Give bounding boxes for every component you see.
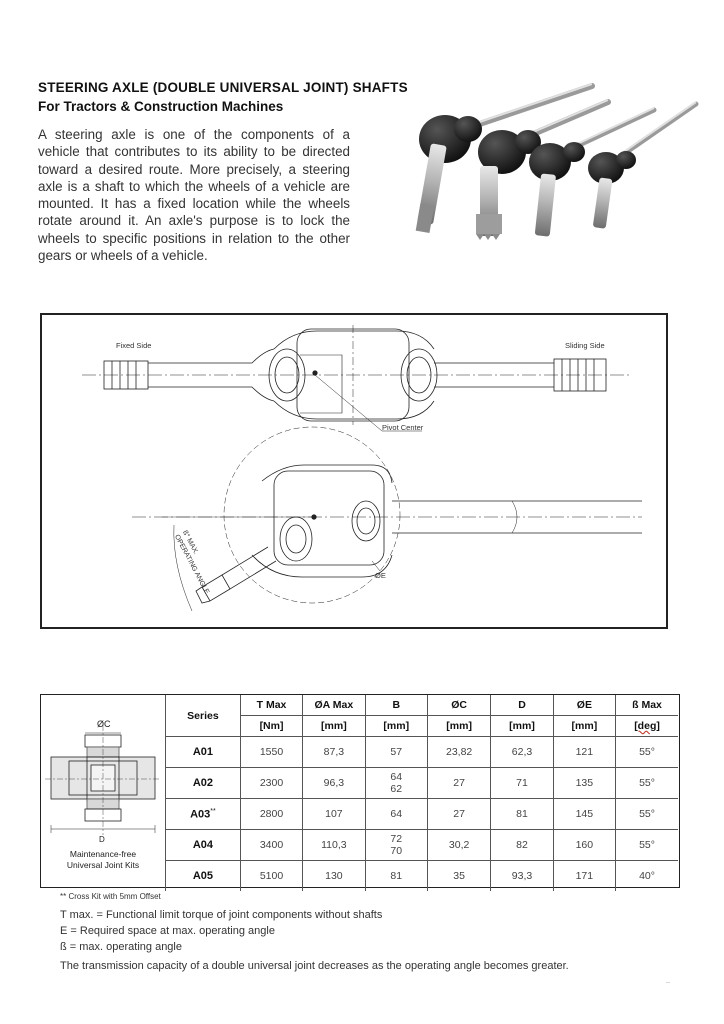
notes-section: [60, 892, 680, 972]
table-cell: 40°: [616, 861, 678, 892]
e-dimension-label: ØE: [375, 571, 386, 580]
footnote: ** Cross Kit with 5mm Offset: [60, 892, 161, 901]
table-cell: 121: [553, 737, 615, 768]
table-cell: 2800: [240, 799, 302, 830]
joint-kit-drawing: [41, 695, 165, 845]
table-cell: 23,82: [427, 737, 490, 768]
series-value: A04: [192, 839, 214, 851]
col-unit: [mm]: [491, 716, 553, 737]
series-value: A01: [192, 746, 214, 758]
series-value: A05: [192, 870, 214, 882]
table-cell: 81: [365, 861, 427, 892]
series-cell: [166, 737, 241, 768]
table-row: [166, 861, 679, 892]
drawing-lines: [42, 315, 666, 627]
table-cell: [365, 830, 427, 861]
series-cell: [166, 799, 241, 830]
note-beta: ß = max. operating angle: [60, 941, 182, 953]
col-header: B: [365, 695, 427, 716]
table-cell: 110,3: [303, 830, 365, 861]
col-unit: [mm]: [303, 716, 365, 737]
operating-angle-label: ß° MAX. OPERATING ANGLE: [172, 529, 211, 596]
table-cell: 55°: [616, 737, 678, 768]
col-header: ØE: [553, 695, 615, 716]
spec-table: [165, 695, 678, 891]
table-cell: 64: [365, 799, 427, 830]
note-capacity: The transmission capacity of a double universal joint decreases as the operating angle becomes greater.: [60, 960, 569, 972]
series-value: A02: [192, 777, 214, 789]
d-dimension-label: D: [99, 835, 105, 844]
table-cell: 81: [491, 799, 553, 830]
col-header: ß Max: [616, 695, 678, 716]
page-heading: [38, 80, 438, 114]
table-cell: 135: [553, 768, 615, 799]
note-e: E = Required space at max. operating angle: [60, 925, 275, 937]
table-cell: 71: [491, 768, 553, 799]
table-unit-row: [166, 716, 679, 737]
table-row: [166, 830, 679, 861]
technical-drawing: [40, 313, 668, 629]
shaft-4: [588, 102, 696, 229]
series-value: A03: [190, 808, 211, 821]
intro-paragraph: A steering axle is one of the components of a vehicle that contributes to its ability to be directed toward a desired route. More precisely, a steering axle is a shaft to which the wheels of a vehicle are mounted. It has a fixed location while the wheels rotate around it. An axle's purpose is to lock the wheels to specific positions in relation to the other gears or wheels of a vehicle.: [38, 127, 350, 264]
table-cell: [365, 768, 427, 799]
table-cell: 87,3: [303, 737, 365, 768]
table-cell: 3400: [240, 830, 302, 861]
table-row: [166, 768, 679, 799]
col-unit: [mm]: [365, 716, 427, 737]
c-dimension-label: ØC: [97, 719, 111, 729]
col-unit: [mm]: [553, 716, 615, 737]
table-cell: 145: [553, 799, 615, 830]
col-unit: [Nm]: [240, 716, 302, 737]
table-cell: 30,2: [427, 830, 490, 861]
table-cell: 27: [427, 768, 490, 799]
page-subtitle: For Tractors & Construction Machines: [38, 99, 284, 114]
col-header: D: [491, 695, 553, 716]
page-title: STEERING AXLE (DOUBLE UNIVERSAL JOINT) SHAFTS: [38, 80, 408, 95]
table-header-row: [166, 695, 679, 716]
table-row: [166, 799, 679, 830]
joint-kit-panel: [41, 695, 166, 886]
b-value-alt: 62: [390, 783, 403, 795]
table-cell: 35: [427, 861, 490, 892]
series-cell: [166, 861, 241, 892]
col-header: ØC: [427, 695, 490, 716]
table-cell: 160: [553, 830, 615, 861]
kit-caption-line1: Maintenance-free: [69, 849, 137, 859]
kit-caption: [41, 849, 165, 871]
product-photo: [410, 74, 700, 264]
series-cell: [166, 830, 241, 861]
table-cell: 171: [553, 861, 615, 892]
series-cell: [166, 768, 241, 799]
sliding-side-label: Sliding Side: [565, 341, 605, 350]
col-header: T Max: [240, 695, 302, 716]
table-cell: 2300: [240, 768, 302, 799]
note-t-max: T max. = Functional limit torque of joint components without shafts: [60, 909, 383, 921]
table-cell: 55°: [616, 799, 678, 830]
col-unit: [mm]: [427, 716, 490, 737]
deg-unit: [deg]: [634, 720, 660, 732]
b-value-alt: 70: [390, 845, 403, 857]
kit-caption-line2: Universal Joint Kits: [66, 860, 140, 870]
table-cell: 82: [491, 830, 553, 861]
table-cell: 96,3: [303, 768, 365, 799]
b-value: 64: [390, 771, 403, 783]
table-cell: 130: [303, 861, 365, 892]
fixed-side-label: Fixed Side: [116, 341, 152, 350]
col-header: ØA Max: [303, 695, 365, 716]
table-row: [166, 737, 679, 768]
page-mark: --: [666, 980, 670, 986]
series-header: Series: [166, 695, 241, 737]
col-unit: [616, 716, 678, 737]
table-cell: 55°: [616, 768, 678, 799]
b-value: 72: [390, 833, 403, 845]
table-cell: 27: [427, 799, 490, 830]
table-cell: 1550: [240, 737, 302, 768]
table-cell: 57: [365, 737, 427, 768]
footnote-mark: **: [210, 807, 216, 815]
table-cell: 62,3: [491, 737, 553, 768]
spec-table-box: [40, 694, 680, 888]
table-cell: 93,3: [491, 861, 553, 892]
table-cell: 5100: [240, 861, 302, 892]
pivot-center-label: Pivot Center: [382, 423, 424, 432]
table-cell: 107: [303, 799, 365, 830]
table-cell: 55°: [616, 830, 678, 861]
